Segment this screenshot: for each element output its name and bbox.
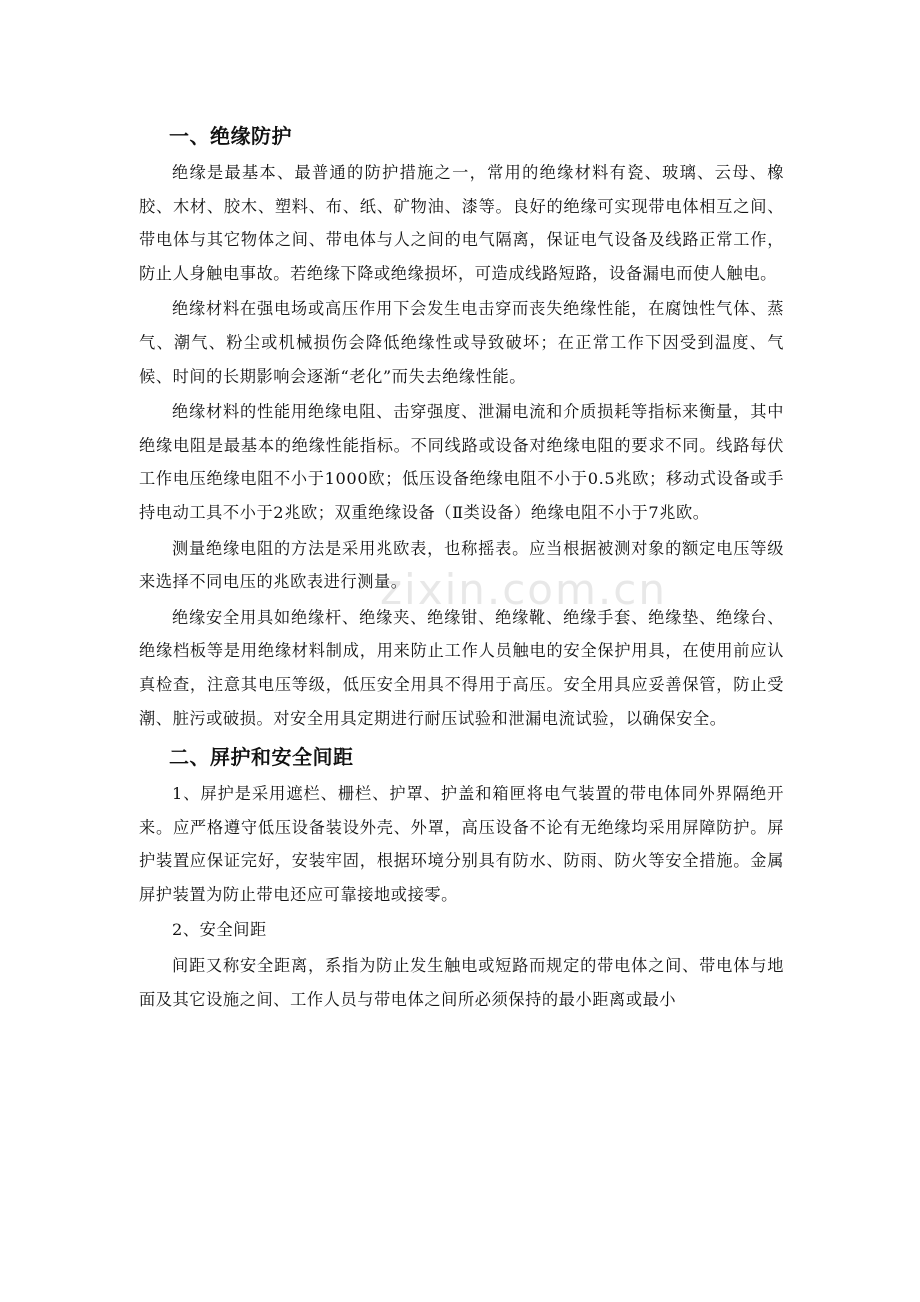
paragraph: 绝缘是最基本、最普通的防护措施之一，常用的绝缘材料有瓷、玻璃、云母、橡胶、木材、胶木、塑料、布、纸、矿物油、漆等。良好的绝缘可实现带电体相互之间、带电体与其它物体之间、带电体与人之间的电气隔离，保证电气设备及线路正常工作，防止人身触电事故。若绝缘下降或绝缘损坏，可造成线路短路，设备漏电而使人触电。 xyxy=(139,163,784,283)
paragraph: 间距又称安全距离，系指为防止发生触电或短路而规定的带电体之间、带电体与地面及其它设施之间、工作人员与带电体之间所必须保持的最小距离或最小 xyxy=(139,956,784,1009)
watermark-logo: zixin.com.cn xyxy=(380,565,667,614)
paragraph: 绝缘材料的性能用绝缘电阻、击穿强度、泄漏电流和介质损耗等指标来衡量，其中绝缘电阻是最基本的绝缘性能指标。不同线路或设备对绝缘电阻的要求不同。线路每伏工作电压绝缘电阻不小于1000欧；低压设备绝缘电阻不小于0.5兆欧；移动式设备或手持电动工具不小于2兆欧；双重绝缘设备（Ⅱ类设备）绝缘电阻不小于7兆欧。 xyxy=(139,402,784,522)
document-body xyxy=(139,116,784,1018)
section-heading-shielding: 二、屏护和安全间距 xyxy=(169,745,354,770)
paragraph: 2、安全间距 xyxy=(172,920,267,940)
paragraph: 1、屏护是采用遮栏、栅栏、护罩、护盖和箱匣将电气装置的带电体同外界隔绝开来。应严格遵守低压设备装设外壳、外罩，高压设备不论有无绝缘均采用屏障防护。屏护装置应保证完好，安装牢固，根据环境分别具有防水、防雨、防火等安全措施。金属屏护装置为防止带电还应可靠接地或接零。 xyxy=(139,784,784,904)
paragraph: 绝缘安全用具如绝缘杆、绝缘夹、绝缘钳、绝缘靴、绝缘手套、绝缘垫、绝缘台、绝缘档板等是用绝缘材料制成，用来防止工作人员触电的安全保护用具，在使用前应认真检查，注意其电压等级，低压安全用具不得用于高压。安全用具应妥善保管，防止受潮、脏污或破损。对安全用具定期进行耐压试验和泄漏电流试验，以确保安全。 xyxy=(139,607,784,728)
paragraph: 测量绝缘电阻的方法是采用兆欧表，也称摇表。应当根据被测对象的额定电压等级来选择不同电压的兆欧表进行测量。 xyxy=(139,538,784,592)
paragraph: 绝缘材料在强电场或高压作用下会发生电击穿而丧失绝缘性能，在腐蚀性气体、蒸气、潮气、粉尘或机械损伤会降低绝缘性或导致破坏；在正常工作下因受到温度、气候、时间的长期影响会逐渐“老化”而失去绝缘性能。 xyxy=(139,299,784,386)
section-heading-insulation: 一、绝缘防护 xyxy=(169,124,292,148)
